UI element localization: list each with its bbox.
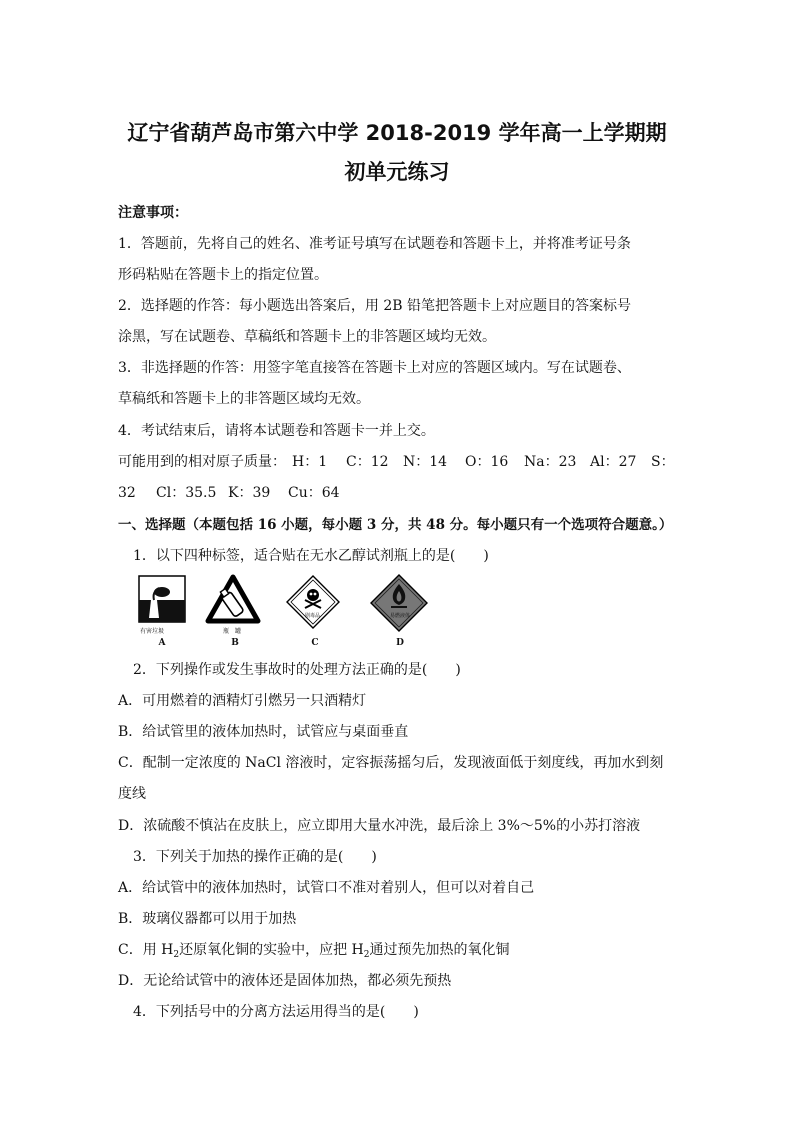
notice-line: 涂黑，写在试题卷、草稿纸和答题卡上的非答题区域均无效。 <box>118 329 496 345</box>
option-text: 还原氧化铜的实验中，应把 H <box>179 942 364 958</box>
label-option-c <box>285 574 345 654</box>
notice-line: 4．考试结束后，请将本试题卷和答题卡一并上交。 <box>118 423 435 439</box>
label-option-a <box>132 574 192 654</box>
section-heading: 一、选择题（本题包括 16 小题，每小题 3 分，共 48 分。每小题只有一个选项符合题意。） <box>118 517 673 533</box>
answer-option: C．配制一定浓度的 NaCl 溶液时，定容振荡摇匀后，发现液面低于刻度线，再加水到刻 <box>118 755 664 771</box>
notice-line: 3．非选择题的作答：用签字笔直接答在答题卡上对应的答题区域内。写在试题卷、 <box>118 360 631 376</box>
atomic-mass-item: N：14 <box>403 454 448 470</box>
atomic-mass-item: Cl：35.5 <box>156 485 217 501</box>
toxic-skull-icon <box>285 574 341 630</box>
notice-line: 形码粘贴在答题卡上的指定位置。 <box>118 267 328 283</box>
harmful-waste-icon <box>137 574 187 624</box>
question-stem: 3．下列关于加热的操作正确的是( ) <box>133 849 377 865</box>
question-stem: 2．下列操作或发生事故时的处理方法正确的是( ) <box>133 662 461 678</box>
notice-line: 草稿纸和答题卡上的非答题区域均无效。 <box>118 391 370 407</box>
answer-option: A．可用燃着的酒精灯引燃另一只酒精灯 <box>118 693 367 709</box>
answer-option <box>118 941 510 964</box>
notice-line: 2．选择题的作答：每小题选出答案后，用 2B 铅笔把答题卡上对应题目的答案标号 <box>118 298 632 314</box>
answer-option: A．给试管中的液体加热时，试管口不准对着别人，但可以对着自己 <box>118 880 535 896</box>
label-letter: B <box>231 638 239 648</box>
label-caption: 有害垃圾 <box>140 628 165 635</box>
answer-option: B．玻璃仪器都可以用于加热 <box>118 911 297 927</box>
question-stem: 1．以下四种标签，适合贴在无水乙醇试剂瓶上的是( ) <box>133 548 489 564</box>
atomic-mass-item: Al：27 <box>590 454 637 470</box>
label-option-d <box>370 574 430 654</box>
atomic-mass-item: Na：23 <box>524 454 577 470</box>
label-option-b <box>205 574 265 654</box>
label-letter: D <box>396 638 404 648</box>
label-caption: 易燃液体 <box>390 613 411 619</box>
label-letter: A <box>158 638 166 648</box>
document-title-line1: 辽宁省葫芦岛市第六中学 2018-2019 学年高一上学期期 <box>127 121 667 145</box>
answer-option: D．浓硫酸不慎沾在皮肤上，应立即用大量水冲洗，最后涂上 3%～5%的小苏打溶液 <box>118 818 641 834</box>
notice-line: 1．答题前，先将自己的姓名、准考证号填写在试题卷和答题卡上，并将准考证号条 <box>118 236 631 252</box>
answer-option: D．无论给试管中的液体还是固体加热，都必须先预热 <box>118 973 452 989</box>
flammable-liquid-icon <box>370 574 428 632</box>
option-text: 通过预先加热的氧化铜 <box>369 942 510 958</box>
answer-option-continuation: 度线 <box>118 786 146 802</box>
atomic-mass-item: O：16 <box>465 454 509 470</box>
subscript: 2 <box>363 950 370 960</box>
subscript: 2 <box>173 950 180 960</box>
label-caption: 瓶 罐 <box>223 628 242 635</box>
label-figure-row <box>132 574 442 654</box>
atomic-mass-item: Cu：64 <box>288 485 340 501</box>
question-stem: 4．下列括号中的分离方法运用得当的是( ) <box>133 1004 419 1020</box>
atomic-mass-item: H：1 <box>292 454 328 470</box>
answer-option: B．给试管里的液体加热时，试管应与桌面垂直 <box>118 724 409 740</box>
bottle-recycle-icon <box>205 574 261 626</box>
label-letter: C <box>311 638 319 648</box>
atomic-mass-item: C：12 <box>346 454 389 470</box>
document-title-line2: 初单元练习 <box>344 160 450 184</box>
label-caption: 剧毒品 <box>305 613 321 619</box>
atomic-masses-label: 可能用到的相对原子质量： <box>118 454 286 470</box>
notice-heading: 注意事项： <box>118 205 188 221</box>
atomic-mass-item: S： <box>651 454 675 470</box>
atomic-mass-item: 32 <box>118 485 136 501</box>
atomic-mass-item: K：39 <box>228 485 271 501</box>
option-text: C．用 H <box>118 942 174 958</box>
